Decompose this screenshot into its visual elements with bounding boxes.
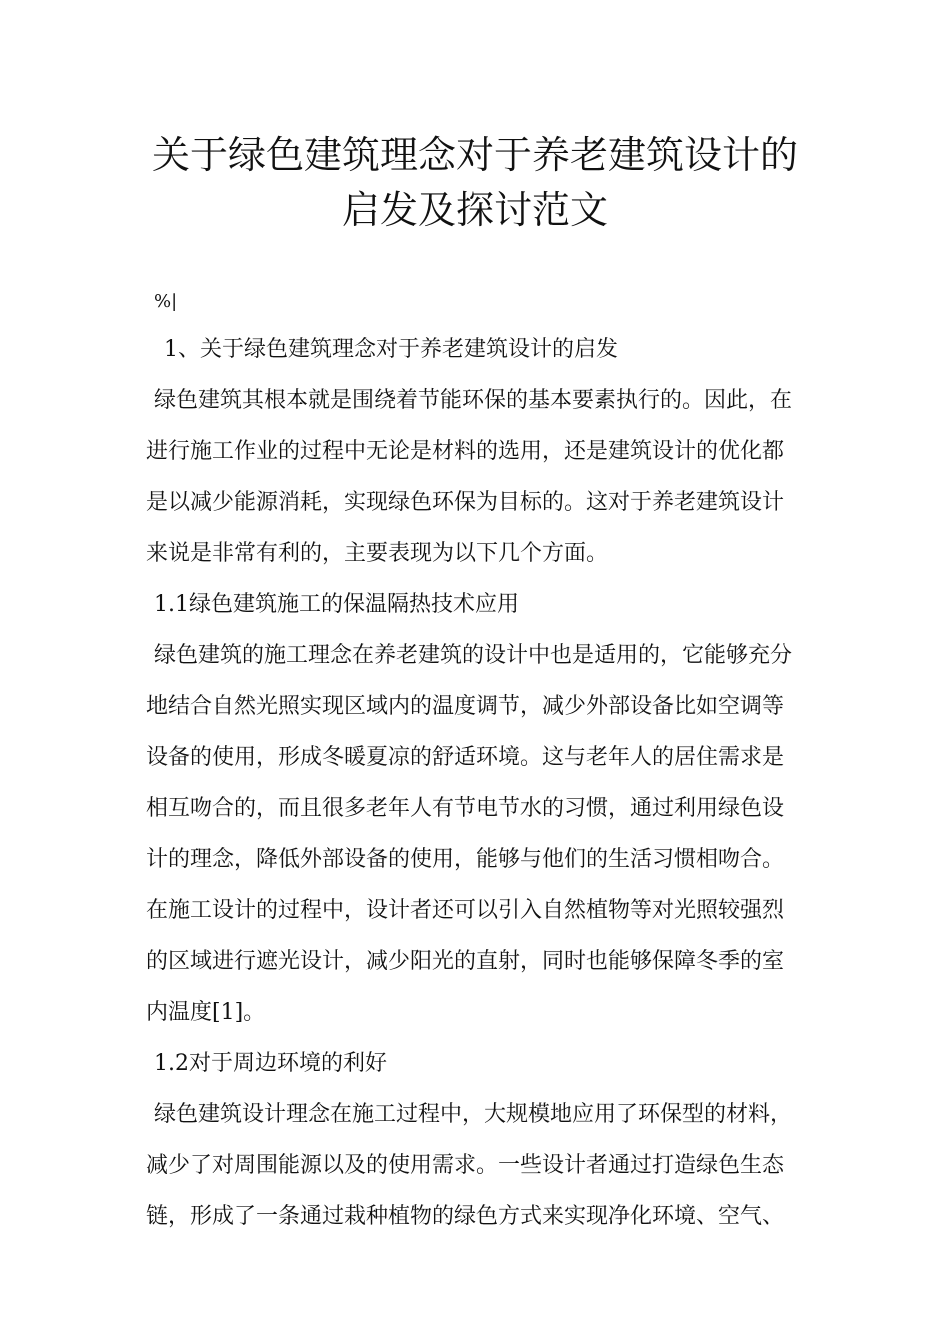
paragraph-1-line-4: 来说是非常有利的，主要表现为以下几个方面。 xyxy=(146,541,609,566)
paragraph-2-line-5: 计的理念，降低外部设备的使用，能够与他们的生活习惯相吻合。 xyxy=(146,847,785,872)
paragraph-2-line-7: 的区域进行遮光设计，减少阳光的直射，同时也能够保障冬季的室 xyxy=(146,949,785,974)
document-title xyxy=(120,128,830,238)
paragraph-3-line-2: 减少了对周围能源以及的使用需求。一些设计者通过打造绿色生态 xyxy=(146,1153,785,1178)
paragraph-2-line-4: 相互吻合的，而且很多老年人有节电节水的习惯，通过利用绿色设 xyxy=(146,796,785,821)
title-line-2: 启发及探讨范文 xyxy=(341,188,608,232)
section-heading-1-2: 1.2对于周边环境的利好 xyxy=(154,1051,387,1076)
paragraph-2-line-1: 绿色建筑的施工理念在养老建筑的设计中也是适用的，它能够充分 xyxy=(154,643,793,668)
document-body xyxy=(146,282,806,1248)
paragraph-1-line-2: 进行施工作业的过程中无论是材料的选用，还是建筑设计的优化都 xyxy=(146,439,785,464)
page-mark: %| xyxy=(154,291,178,312)
paragraph-1-line-3: 是以减少能源消耗，实现绿色环保为目标的。这对于养老建筑设计 xyxy=(146,490,785,515)
paragraph-3-line-1: 绿色建筑设计理念在施工过程中，大规模地应用了环保型的材料， xyxy=(154,1102,793,1127)
section-heading-1: 1、关于绿色建筑理念对于养老建筑设计的启发 xyxy=(164,337,618,362)
section-heading-1-1: 1.1绿色建筑施工的保温隔热技术应用 xyxy=(154,592,519,617)
paragraph-2-line-6: 在施工设计的过程中，设计者还可以引入自然植物等对光照较强烈 xyxy=(146,898,785,923)
paragraph-2-line-2: 地结合自然光照实现区域内的温度调节，减少外部设备比如空调等 xyxy=(146,694,785,719)
paragraph-2-line-3: 设备的使用，形成冬暖夏凉的舒适环境。这与老年人的居住需求是 xyxy=(146,745,785,770)
paragraph-3-line-3: 链，形成了一条通过栽种植物的绿色方式来实现净化环境、空气、 xyxy=(146,1204,785,1229)
title-line-1: 关于绿色建筑理念对于养老建筑设计的 xyxy=(151,133,798,177)
paragraph-1-line-1: 绿色建筑其根本就是围绕着节能环保的基本要素执行的。因此，在 xyxy=(154,388,793,413)
paragraph-2-line-8: 内温度[1]。 xyxy=(146,1000,266,1025)
